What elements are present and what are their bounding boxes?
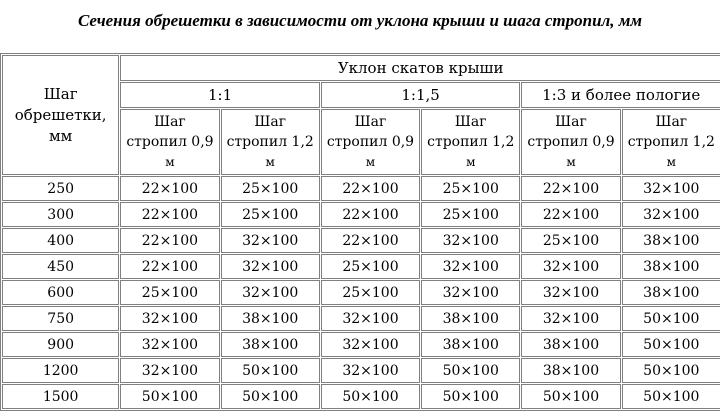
row-step-cell: 600 <box>2 280 119 305</box>
section-cell: 50×100 <box>221 358 320 383</box>
section-cell: 32×100 <box>221 254 320 279</box>
section-cell: 32×100 <box>622 176 720 201</box>
section-cell: 32×100 <box>521 280 620 305</box>
section-cell: 38×100 <box>521 332 620 357</box>
section-cell: 32×100 <box>321 332 420 357</box>
rafter-header-line1: Шаг <box>354 114 387 130</box>
row-step-cell: 250 <box>2 176 119 201</box>
table-row <box>2 384 720 409</box>
table-row <box>2 358 720 383</box>
section-cell: 22×100 <box>321 228 420 253</box>
rafter-header-line1: Шаг <box>454 114 487 130</box>
rafter-header-unit: м <box>466 155 476 169</box>
rafter-header-line2: стропил 0,9 <box>326 134 415 150</box>
section-cell: 32×100 <box>221 280 320 305</box>
table-row <box>2 176 720 201</box>
section-cell: 32×100 <box>421 254 520 279</box>
section-cell: 32×100 <box>421 280 520 305</box>
section-cell: 50×100 <box>221 384 320 409</box>
section-cell: 22×100 <box>120 228 219 253</box>
section-cell: 22×100 <box>521 202 620 227</box>
table-row <box>2 254 720 279</box>
section-cell: 32×100 <box>521 306 620 331</box>
section-cell: 50×100 <box>622 332 720 357</box>
slope-header-1: 1:1 <box>120 82 320 108</box>
rafter-header-line1: Шаг <box>154 114 186 130</box>
slope-header-3: 1:3 и более пологие <box>521 82 720 108</box>
slope-header-2: 1:1,5 <box>321 82 521 108</box>
page-title: Сечения обрешетки в зависимости от уклона крыши и шага стропил, мм <box>77 11 643 30</box>
corner-header-line3: мм <box>48 126 73 145</box>
table-row <box>2 306 720 331</box>
table-body <box>2 176 720 409</box>
section-cell: 50×100 <box>321 384 420 409</box>
row-step-cell: 400 <box>2 228 119 253</box>
section-cell: 25×100 <box>521 228 620 253</box>
section-cell: 25×100 <box>321 254 420 279</box>
section-cell: 22×100 <box>120 254 219 279</box>
section-cell: 38×100 <box>221 332 320 357</box>
section-cell: 25×100 <box>321 280 420 305</box>
rafter-header-line2: стропил 1,2 <box>226 134 314 150</box>
section-cell: 25×100 <box>221 176 320 201</box>
section-cell: 25×100 <box>221 202 320 227</box>
section-cell: 32×100 <box>521 254 620 279</box>
section-cell: 38×100 <box>622 254 720 279</box>
section-cell: 32×100 <box>321 306 420 331</box>
section-cell: 50×100 <box>421 384 520 409</box>
section-cell: 25×100 <box>421 176 520 201</box>
section-cell: 38×100 <box>221 306 320 331</box>
row-step-cell: 750 <box>2 306 119 331</box>
section-cell: 38×100 <box>521 358 620 383</box>
section-cell: 38×100 <box>421 306 520 331</box>
section-cell: 25×100 <box>120 280 219 305</box>
row-step-cell: 1500 <box>2 384 119 409</box>
section-cell: 32×100 <box>321 358 420 383</box>
rafter-header-unit: м <box>365 155 376 169</box>
rafter-header-5 <box>521 109 620 175</box>
rafter-header-unit: м <box>666 155 676 169</box>
section-cell: 50×100 <box>622 358 720 383</box>
table-row <box>2 332 720 357</box>
rafter-header-unit: м <box>165 155 175 169</box>
rafter-header-line2: стропил 1,2 <box>627 134 715 150</box>
rafter-header-1 <box>120 109 219 175</box>
rafter-header-2 <box>221 109 320 175</box>
header-row-group <box>2 55 720 81</box>
section-cell: 38×100 <box>421 332 520 357</box>
rafter-header-line1: Шаг <box>254 114 287 130</box>
rafter-header-3 <box>321 109 420 175</box>
section-cell: 32×100 <box>221 228 320 253</box>
rafter-header-unit: м <box>265 155 275 169</box>
section-cell: 38×100 <box>622 228 720 253</box>
rafter-header-line2: стропил 0,9 <box>126 134 214 150</box>
section-cell: 50×100 <box>521 384 620 409</box>
section-cell: 38×100 <box>622 280 720 305</box>
rafter-header-6 <box>622 109 720 175</box>
table-row <box>2 202 720 227</box>
table-row <box>2 280 720 305</box>
table-row <box>2 228 720 253</box>
corner-header <box>2 55 119 175</box>
row-step-cell: 1200 <box>2 358 119 383</box>
section-cell: 22×100 <box>120 202 219 227</box>
row-step-cell: 300 <box>2 202 119 227</box>
rafter-header-4 <box>421 109 520 175</box>
rafter-header-unit: м <box>566 155 576 169</box>
section-cell: 22×100 <box>521 176 620 201</box>
section-cell: 32×100 <box>120 306 219 331</box>
section-cell: 22×100 <box>120 176 219 201</box>
corner-header-line1: Шаг <box>43 84 78 103</box>
section-cell: 50×100 <box>622 306 720 331</box>
slope-group-header: Уклон скатов крыши <box>120 55 720 81</box>
section-cell: 50×100 <box>421 358 520 383</box>
section-cell: 32×100 <box>120 332 219 357</box>
corner-header-line2: обрешетки, <box>14 105 107 124</box>
section-cell: 32×100 <box>622 202 720 227</box>
row-step-cell: 900 <box>2 332 119 357</box>
section-cell: 25×100 <box>421 202 520 227</box>
section-cell: 22×100 <box>321 176 420 201</box>
row-step-cell: 450 <box>2 254 119 279</box>
section-cell: 32×100 <box>120 358 219 383</box>
rafter-header-line1: Шаг <box>655 114 688 130</box>
rafter-header-line2: стропил 0,9 <box>527 134 615 150</box>
section-cell: 22×100 <box>321 202 420 227</box>
rafter-header-line2: стропил 1,2 <box>427 134 515 150</box>
section-cell: 50×100 <box>120 384 219 409</box>
lathing-section-table <box>0 53 720 411</box>
section-cell: 50×100 <box>622 384 720 409</box>
section-cell: 32×100 <box>421 228 520 253</box>
rafter-header-line1: Шаг <box>555 114 587 130</box>
